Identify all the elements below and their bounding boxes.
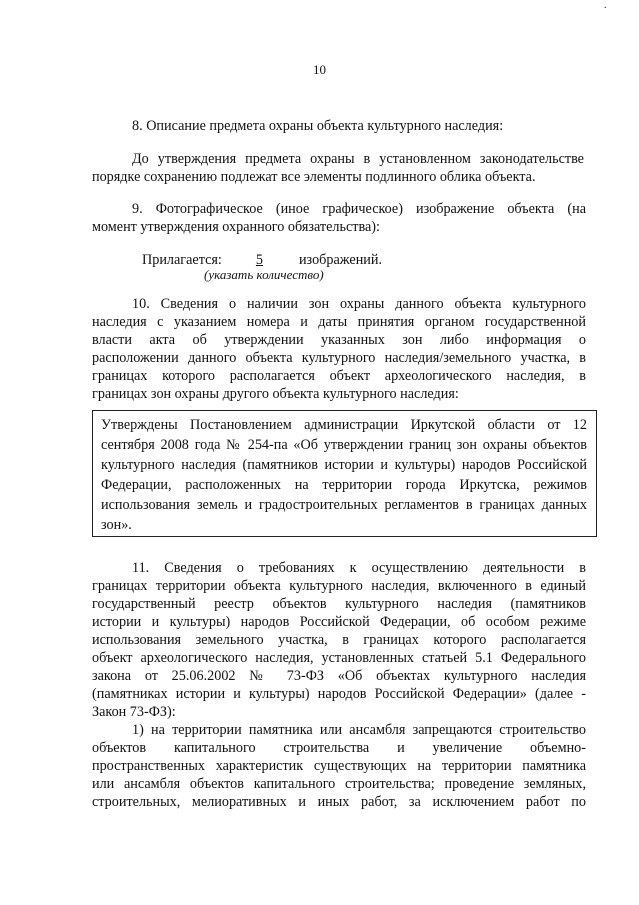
page-number: 10 xyxy=(313,62,326,77)
attached-note: (указать количество) xyxy=(204,267,324,282)
attached-count: 5 xyxy=(255,252,263,268)
corner-mark: . xyxy=(604,0,607,11)
section-11-item-1-line-3: пространственных характеристик существующих на территории памятника xyxy=(92,758,586,774)
attached-label: Прилагается: xyxy=(142,252,222,268)
section-9-line-1: 9. Фотографическое (иное графическое) изображение объекта (на xyxy=(132,201,586,217)
section-11-line-1: 11. Сведения о требованиях к осуществлению деятельности в xyxy=(132,560,586,576)
box-line-4: Федерации, расположенных на территории города Иркутска, режимов xyxy=(101,477,587,493)
section-11-line-8: (памятниках истории и культуры) народов Российской Федерации» (далее - xyxy=(92,686,586,702)
box-line-5: использования земель и градостроительных регламентов в границах данных xyxy=(101,497,587,513)
section-10-line-3: власти акта об утверждении указанных зон либо информация о xyxy=(92,332,586,348)
section-10-line-4: расположении данного объекта культурного наследия/земельного участка, в xyxy=(92,350,586,366)
section-11-line-7: закона от 25.06.2002 № 73-ФЗ «Об объектах культурного наследия xyxy=(92,668,586,684)
section-11-line-9: Закон 73-ФЗ): xyxy=(92,704,176,720)
box-line-2: сентября 2008 года № 254-па «Об утверждении границ зон охраны объектов xyxy=(101,437,587,453)
protection-zones-box xyxy=(92,410,597,537)
box-line-3: культурного наследия (памятников истории и культуры) народов Российской xyxy=(101,457,587,473)
section-8-line-2: порядке сохранению подлежат все элементы подлинного облика объекта. xyxy=(92,169,536,185)
section-10-line-6: границах зон охраны другого объекта культурного наследия: xyxy=(92,386,459,402)
section-11-item-1-line-5: строительных, мелиоративных и иных работ, за исключением работ по xyxy=(92,794,586,810)
section-10-line-1: 10. Сведения о наличии зон охраны данного объекта культурного xyxy=(132,296,586,312)
section-9-line-2: момент утверждения охранного обязательства): xyxy=(92,219,380,235)
section-8-heading: 8. Описание предмета охраны объекта культурного наследия: xyxy=(132,118,504,134)
section-11-item-1-line-4: или ансамбля объектов капитального строительства; проведение земляных, xyxy=(92,776,586,792)
section-11-line-6: объект археологического наследия, установленных статьей 5.1 Федерального xyxy=(92,650,586,666)
box-line-1: Утверждены Постановлением администрации Иркутской области от 12 xyxy=(101,417,587,433)
section-11-line-5: использования земельного участка, в границах которого располагается xyxy=(92,632,586,648)
section-11-line-3: государственный реестр объектов культурного наследия (памятников xyxy=(92,596,586,612)
section-10-line-5: границах которого располагается объект археологического наследия, в xyxy=(92,368,586,384)
attached-suffix: изображений. xyxy=(298,252,383,268)
section-11-line-2: границах территории объекта культурного наследия, включенного в единый xyxy=(92,578,586,594)
section-11-item-1-line-1: 1) на территории памятника или ансамбля запрещаются строительство xyxy=(132,722,586,738)
section-11-item-1-line-2: объектов капитального строительства и увеличение объемно- xyxy=(92,740,586,756)
section-11-line-4: истории и культуры) народов Российской Федерации, об особом режиме xyxy=(92,614,586,630)
box-line-6: зон». xyxy=(101,517,132,533)
section-10-line-2: наследия с указанием номера и даты принятия органом государственной xyxy=(92,314,586,330)
section-8-line-1: До утверждения предмета охраны в установленном законодательстве xyxy=(132,151,584,167)
